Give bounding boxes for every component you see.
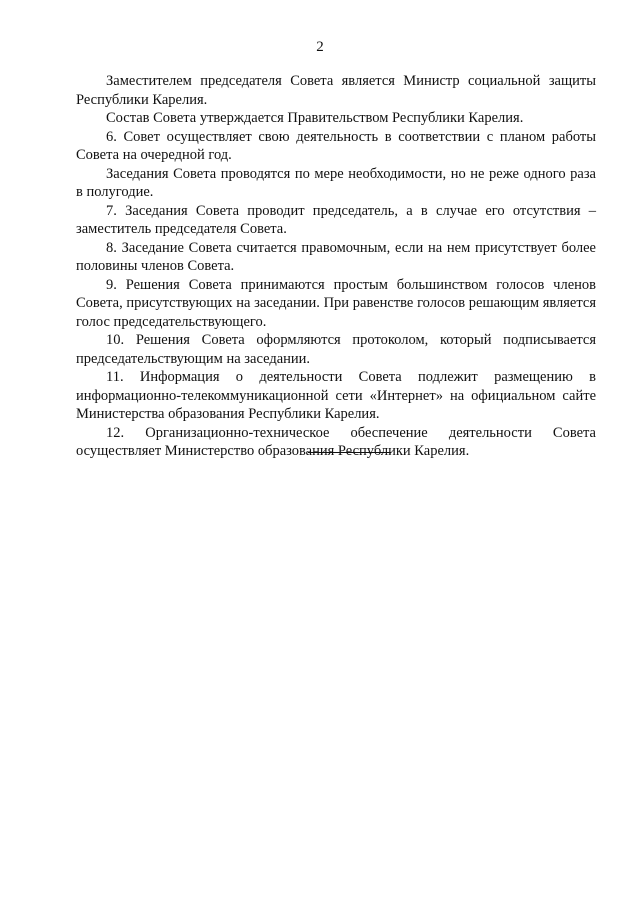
- end-rule: [308, 452, 391, 453]
- paragraph-item-8: 8. Заседание Совета считается правомочным, если на нем присутствует более половины членов Совета.: [76, 239, 596, 274]
- paragraph-item-11: 11. Информация о деятельности Совета подлежит размещению в информационно-телекоммуникационной сети «Интернет» на официальном сайте Министерства образования Республики Карелия.: [76, 369, 596, 422]
- paragraph-item-7: 7. Заседания Совета проводит председатель, а в случае его отсутствия – заместитель председателя Совета.: [76, 202, 596, 237]
- paragraph-meeting-frequency: Заседания Совета проводятся по мере необходимости, но не реже одного раза в полугодие.: [76, 165, 596, 200]
- paragraph-council-composition: Состав Совета утверждается Правительством Республики Карелия.: [106, 110, 524, 126]
- paragraph-item-9: 9. Решения Совета принимаются простым большинством голосов членов Совета, присутствующих на заседании. При равенстве голосов решающим является голос председательствующего.: [76, 276, 596, 330]
- paragraph-item-10: 10. Решения Совета оформляются протоколом, который подписывается председательствующим на заседании.: [76, 332, 596, 367]
- paragraph-item-6: 6. Совет осуществляет свою деятельность в соответствии с планом работы Совета на очередной год.: [76, 128, 596, 163]
- document-body: [76, 72, 596, 461]
- page-number: 2: [316, 39, 324, 55]
- paragraph-deputy-chair: Заместителем председателя Совета является Министр социальной защиты Республики Карелия.: [76, 73, 596, 108]
- paragraph-item-12: 12. Организационно-техническое обеспечение деятельности Совета осуществляет Министерство образования Республики Карелия.: [76, 424, 596, 459]
